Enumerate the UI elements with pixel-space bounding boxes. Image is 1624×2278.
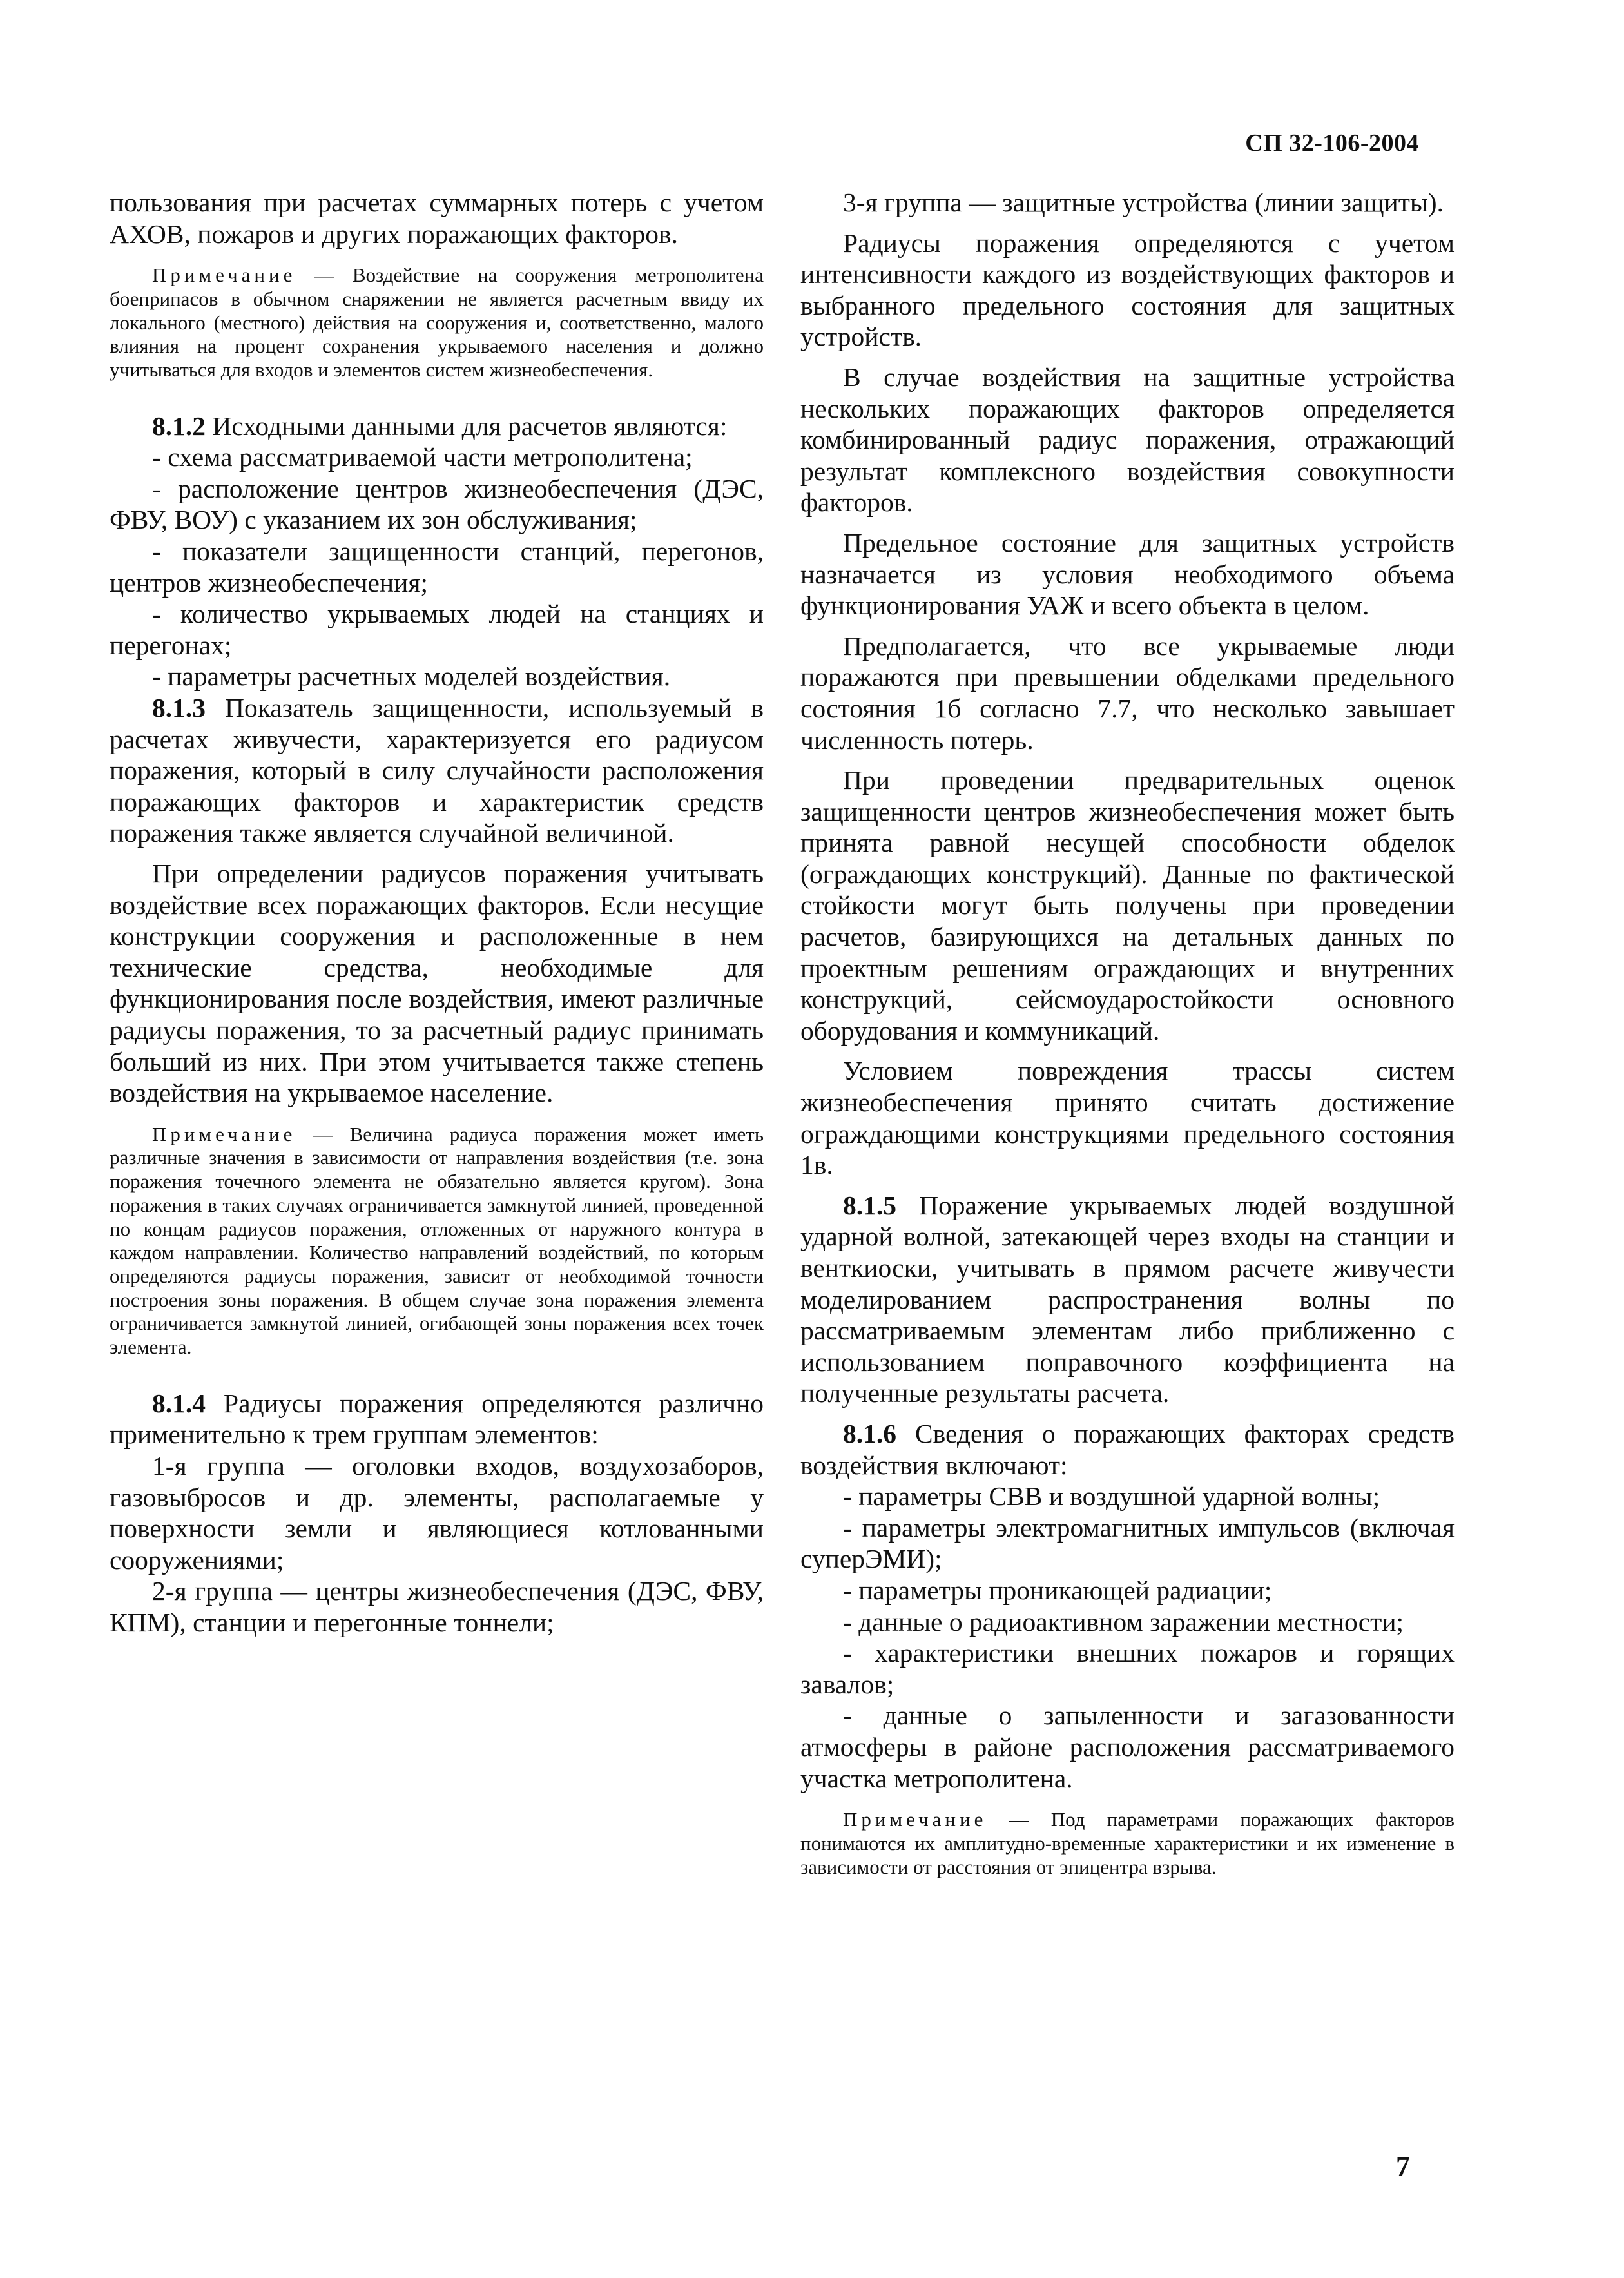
list-item: - данные о радиоактивном заражении местности; — [843, 1606, 1404, 1637]
note-label: Примечание — [843, 1808, 987, 1831]
note-1 — [110, 264, 764, 382]
paragraph: В случае воздействия на защитные устройства нескольких поражающих факторов определяется комбинированный радиус поражения, отражающий результат комплексного воздействия совокупности факторов. — [800, 362, 1455, 518]
paragraph: При проведении предварительных оценок защищенности центров жизнеобеспечения может быть принята равной несущей способности обделок (ограждающих конструкций). Данные по фактической стойкости могут быть получены при проведении расчетов, базирующихся на детальных данных по проектным решениям ограждающих и внутренних конструкций, сейсмоударостойкости основного оборудования и коммуникаций. — [800, 765, 1455, 1046]
note-text: — Воздействие на сооружения метрополитена боеприпасов в обычном снаряжении не является расчетным ввиду их локального (местного) действия на сооружения и, соответственно, малого влияния на процент сохранения укрываемого населения и должно учитываться для входов и элементов систем жизнеобеспечения. — [110, 264, 764, 381]
group-1: 1-я группа — оголовки входов, воздухозаборов, газовыбросов и др. элементы, располагаемые у поверхности земли и являющиеся котлованными сооружениями; — [110, 1450, 764, 1575]
paragraph-radii: При определении радиусов поражения учитывать воздействие всех поражающих факторов. Если несущие конструкции сооружения и расположенные в нем технические средства, необходимые для функционирования после воздействия, имеют различные радиусы поражения, то за расчетный радиус принимать больший из них. При этом учитывается также степень воздействия на укрываемое население. — [110, 859, 764, 1108]
section-number: 8.1.2 — [152, 411, 206, 441]
right-column — [800, 187, 1455, 1907]
paragraph: Радиусы поражения определяются с учетом интенсивности каждого из воздействующих факторов и выбранного предельного состояния для защитных устройств. — [800, 228, 1455, 352]
left-column — [110, 187, 764, 1639]
list-item: - схема рассматриваемой части метрополитена; — [152, 442, 693, 472]
paragraph-continuation: пользования при расчетах суммарных потерь с учетом АХОВ, пожаров и других поражающих факторов. — [110, 188, 764, 249]
list-item: - расположение центров жизнеобеспечения (ДЭС, ФВУ, ВОУ) с указанием их зон обслуживания; — [110, 473, 764, 535]
note-2 — [110, 1123, 764, 1359]
list-item: - параметры электромагнитных импульсов (включая суперЭМИ); — [800, 1512, 1455, 1574]
note-label: Примечание — [152, 1122, 296, 1145]
section-number: 8.1.3 — [152, 693, 206, 723]
document-code: СП 32-106-2004 — [1245, 130, 1419, 157]
note-text: — Под параметрами поражающих факторов понимаются их амплитудно-временные характеристики и их изменение в зависимости от расстояния от эпицентра взрыва. — [800, 1808, 1455, 1878]
group-3: 3-я группа — защитные устройства (линии защиты). — [843, 188, 1444, 217]
note-text: — Величина радиуса поражения может иметь различные значения в зависимости от направления воздействия (т.е. зона поражения точечного элемента не обязательно является кругом). Зона поражения в таких случаях ограничивается замкнутой линией, проведенной по концам радиусов поражения, отложенных от наружного контура в каждом направлении. Количество направлений воздействий, по которым определяются радиусы поражения, зависит от необходимой точности построения зоны поражения. В общем случае зона поражения элемента ограничивается замкнутой линией, огибающей зоны поражения всех точек элемента. — [110, 1122, 764, 1359]
list-item: - характеристики внешних пожаров и горящих завалов; — [800, 1638, 1455, 1699]
paragraph: Предполагается, что все укрываемые люди поражаются при превышении обделками предельного состояния 1б согласно 7.7, что несколько завышает численность потерь. — [800, 630, 1455, 755]
section-text: Поражение укрываемых людей воздушной ударной волной, затекающей через входы на станции и венткиоски, учитывать в прямом расчете живучести моделированием распространения волны по рассматриваемым элементам либо приближенно с использованием поправочного коэффициента на полученные результаты расчета. — [800, 1190, 1455, 1408]
paragraph: Предельное состояние для защитных устройств назначается из условия необходимого объема функционирования УАЖ и всего объекта в целом. — [800, 527, 1455, 621]
section-text: Сведения о поражающих факторах средств воздействия включают: — [800, 1418, 1455, 1480]
paragraph: Условием повреждения трассы систем жизнеобеспечения принято считать достижение ограждающими конструкциями предельного состояния 1в. — [800, 1056, 1455, 1180]
list-item: - параметры расчетных моделей воздействия. — [152, 661, 671, 692]
note-3 — [800, 1808, 1455, 1879]
list-item: - показатели защищенности станций, перегонов, центров жизнеобеспечения; — [110, 536, 764, 598]
section-8-1-6 — [800, 1418, 1455, 1481]
page-number: 7 — [1396, 2150, 1410, 2182]
section-text: Радиусы поражения определяются различно применительно к трем группам элементов: — [110, 1388, 764, 1450]
list-item: - параметры проникающей радиации; — [843, 1575, 1272, 1605]
list-item: - параметры СВВ и воздушной ударной волны; — [843, 1481, 1380, 1512]
list-item: - данные о запыленности и загазованности атмосферы в районе расположения рассматриваемого участка метрополитена. — [800, 1700, 1455, 1793]
section-8-1-5 — [800, 1190, 1455, 1409]
list-item: - количество укрываемых людей на станциях и перегонах; — [110, 599, 764, 660]
section-8-1-4 — [110, 1388, 764, 1450]
note-label: Примечание — [152, 264, 296, 287]
section-text: Исходными данными для расчетов являются: — [206, 411, 728, 441]
section-number: 8.1.5 — [843, 1190, 896, 1220]
section-number: 8.1.4 — [152, 1388, 206, 1418]
group-2: 2-я группа — центры жизнеобеспечения (ДЭС, ФВУ, КПМ), станции и перегонные тоннели; — [110, 1576, 764, 1637]
section-8-1-3 — [110, 692, 764, 849]
section-text: Показатель защищенности, используемый в расчетах живучести, характеризуется его радиусом поражения, который в силу случайности расположения поражающих факторов и характеристик средств поражения также является случайной величиной. — [110, 693, 764, 848]
section-number: 8.1.6 — [843, 1418, 896, 1448]
section-8-1-2 — [110, 411, 764, 442]
